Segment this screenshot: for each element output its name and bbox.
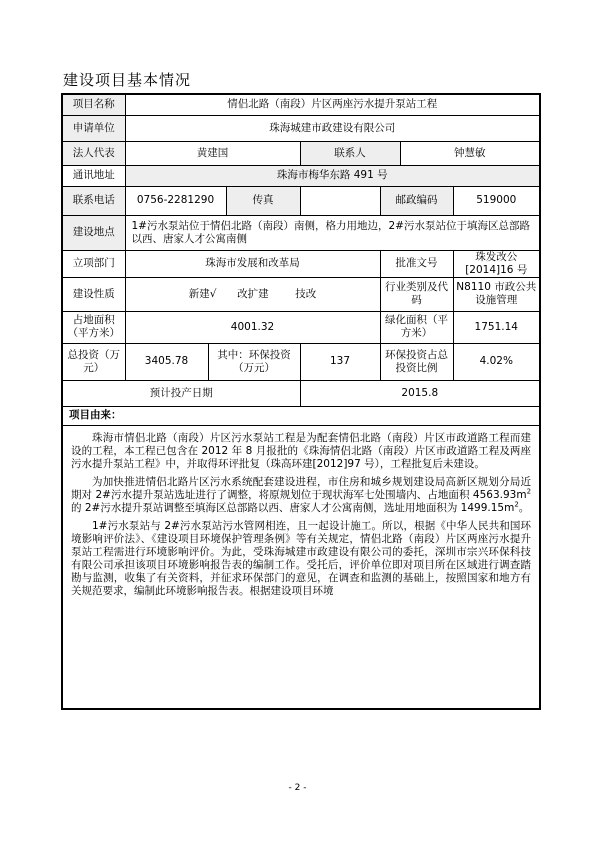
value-phone: 0756-2281290 xyxy=(125,186,226,215)
label-address: 通讯地址 xyxy=(62,165,125,186)
label-industry: 行业类别及代码 xyxy=(380,277,453,311)
label-schedule: 预计投产日期 xyxy=(62,380,300,406)
label-area: 占地面积（平方米） xyxy=(62,311,125,343)
label-approval: 立项部门 xyxy=(62,250,125,277)
label-contact: 联系人 xyxy=(300,141,400,165)
row-investment xyxy=(62,343,540,380)
label-legal-rep: 法人代表 xyxy=(62,141,125,165)
value-env-ratio: 4.02% xyxy=(453,343,540,380)
label-applicant: 申请单位 xyxy=(62,115,125,141)
row-location xyxy=(62,215,540,250)
page-number: - 2 - xyxy=(288,783,307,793)
row-origin-heading xyxy=(62,406,540,425)
label-env-ratio: 环保投资占总投资比例 xyxy=(380,343,453,380)
value-area: 4001.32 xyxy=(125,311,380,343)
value-project-name: 情侣北路（南段）片区两座污水提升泵站工程 xyxy=(125,94,540,115)
label-project-name: 项目名称 xyxy=(62,94,125,115)
row-applicant xyxy=(62,115,540,141)
value-schedule: 2015.8 xyxy=(300,380,540,406)
row-address xyxy=(62,165,540,186)
value-fax xyxy=(300,186,380,215)
origin-paragraph-2: 为加快推进情侣北路片区污水系统配套建设进程，市住房和城乡规划建设局高新区规划分局近期对 2#污水提升泵站选址进行了调整，将原规划位于现状海军七处围墙内、占地面积 $4563.93m^2$的 2#污水提升泵站调整至填海区总部路以西、唐家人才公寓南侧，选址用地面积为 $1499.15m^2$。 xyxy=(71,475,532,514)
label-phone: 联系电话 xyxy=(62,186,125,215)
row-legal-rep xyxy=(62,141,540,165)
label-env-investment: 其中：环保投资（万元） xyxy=(208,343,300,380)
row-nature xyxy=(62,277,540,311)
row-area xyxy=(62,311,540,343)
value-nature xyxy=(125,277,380,311)
option-new: 新建√ xyxy=(188,287,217,300)
origin-heading: 项目由来： xyxy=(62,406,540,425)
value-legal-rep: 黄建国 xyxy=(125,141,300,165)
value-approval: 珠海市发展和改革局 xyxy=(125,250,380,277)
value-postcode: 519000 xyxy=(453,186,540,215)
value-investment: 3405.78 xyxy=(125,343,208,380)
value-location: 1#污水泵站位于情侣北路（南段）南侧，格力用地边，2#污水泵站位于填海区总部路以西、唐家人才公寓南侧 xyxy=(125,215,540,250)
row-phone xyxy=(62,186,540,215)
value-contact: 钟慧敏 xyxy=(400,141,540,165)
row-approval xyxy=(62,250,540,277)
option-expand: 改扩建 xyxy=(237,287,269,300)
origin-paragraph-1: 珠海市情侣北路（南段）片区污水泵站工程是为配套情侣北路（南段）片区市政道路工程而建设的工程，本工程已包含在 2012 年 8 月报批的《珠海情侣北路（南段）片区市政道路工程及两座污水提升泵站工程》中，并取得环评批复（珠高环建[2012]97 号），工程批复后未建设。 xyxy=(71,431,532,470)
origin-paragraph-3: 1#污水泵站与 2#污水泵站污水管网相连，且一起设计施工。所以，根据《中华人民共和国环境影响评价法》、《建设项目环境保护管理条例》等有关规定，情侣北路（南段）片区两座污水提升泵站工程需进行环境影响评价。为此，受珠海城建市政建设有限公司的委托，深圳市宗兴环保科技有限公司承担该项目环境影响报告表的编制工作。受托后，评价单位即对项目所在区域进行调查踏勘与监测，收集了有关资料，并征求环保部门的意见，在调查和监测的基础上，按照国家和地方有关规范要求，编制此环境影响报告表。根据建设项目环境 xyxy=(71,519,532,597)
label-postcode: 邮政编码 xyxy=(380,186,453,215)
label-doc-number: 批准文号 xyxy=(380,250,453,277)
label-investment: 总投资（万元） xyxy=(62,343,125,380)
option-tech: 技改 xyxy=(295,287,317,300)
value-doc-number: 珠发改公[2014]16 号 xyxy=(453,250,540,277)
value-env-investment: 137 xyxy=(300,343,380,380)
origin-body xyxy=(62,425,540,709)
row-origin-body xyxy=(62,425,540,709)
row-project-name xyxy=(62,94,540,115)
value-applicant: 珠海城建市政建设有限公司 xyxy=(125,115,540,141)
label-fax: 传真 xyxy=(226,186,300,215)
value-green-area: 1751.14 xyxy=(453,311,540,343)
project-info-table xyxy=(61,93,541,710)
row-schedule xyxy=(62,380,540,406)
label-location: 建设地点 xyxy=(62,215,125,250)
label-green-area: 绿化面积（平方米） xyxy=(380,311,453,343)
value-industry: N8110 市政公共设施管理 xyxy=(453,277,540,311)
page-title: 建设项目基本情况 xyxy=(63,71,192,89)
value-address: 珠海市梅华东路 491 号 xyxy=(125,165,540,186)
label-nature: 建设性质 xyxy=(62,277,125,311)
